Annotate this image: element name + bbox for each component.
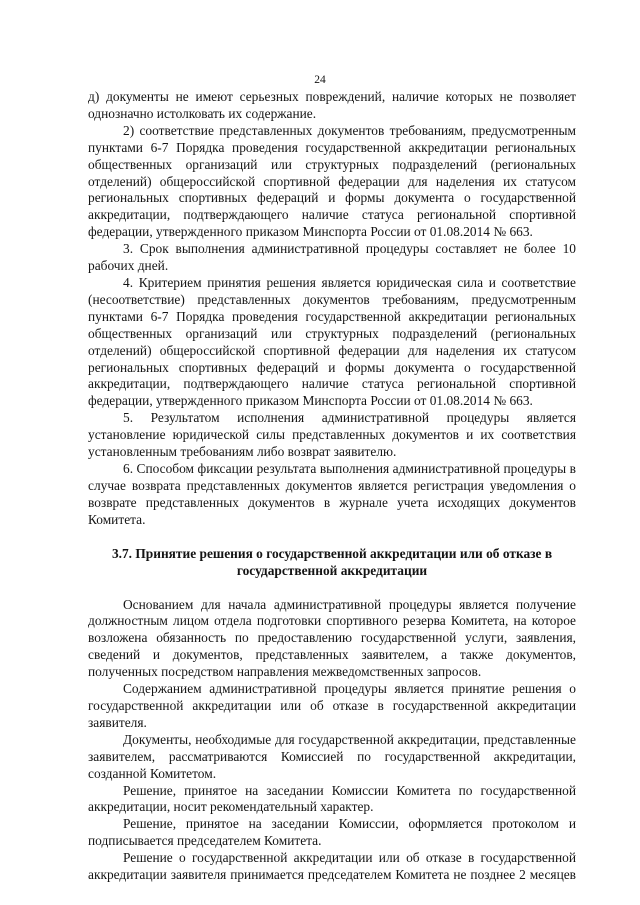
paragraph: 3. Срок выполнения административной процедуры составляет не более 10 рабочих дней.	[88, 241, 576, 274]
paragraph: Решение, принятое на заседании Комиссии Комитета по государственной аккредитации, носит рекомендательный характер.	[88, 782, 576, 815]
page-number: 24	[314, 74, 326, 86]
paragraph: 5. Результатом исполнения административной процедуры является установление юридической силы представленных документов и их соответствия установленным требованиям либо возврат заявителю.	[88, 410, 576, 460]
paragraph: 2) соответствие представленных документов требованиям, предусмотренным пунктами 6-7 Порядка проведения государственной аккредитации региональных общественных организаций или структурных подразделений (региональных отделений) общероссийской спортивной федерации для наделения их статусом региональных спортивных федераций и формы документа о государственной аккредитации, подтверждающего наличие статуса региональной спортивной федерации, утвержденного приказом Минспорта России от 01.08.2014 № 663.	[88, 122, 576, 240]
paragraph: Основанием для начала административной процедуры является получение должностным лицом отдела подготовки спортивного резерва Комитета, на которое возложена обязанность по предоставлению государственной услуги, заявления, сведений и документов, представленных заявителем, а также документов, полученных посредством направления межведомственных запросов.	[88, 596, 576, 680]
paragraph: 4. Критерием принятия решения является юридическая сила и соответствие (несоответствие) представленных документов требованиям, предусмотренным пунктами 6-7 Порядка проведения государственной аккредитации региональных общественных организаций или структурных подразделений (региональных отделений) общероссийской спортивной федерации для наделения их статусом региональных спортивных федераций и формы документа о государственной аккредитации, подтверждающего наличие статуса региональной спортивной федерации, утвержденного приказом Минспорта России от 01.08.2014 № 663.	[88, 274, 576, 409]
paragraph: Документы, необходимые для государственной аккредитации, представленные заявителем, рассматриваются Комиссией по государственной аккредитации, созданной Комитетом.	[88, 731, 576, 781]
paragraph: д) документы не имеют серьезных повреждений, наличие которых не позволяет однозначно истолковать их содержание.	[88, 89, 576, 121]
paragraph: Решение, принятое на заседании Комиссии, оформляется протоколом и подписывается председателем Комитета.	[88, 816, 576, 849]
paragraph: 6. Способом фиксации результата выполнения административной процедуры в случае возврата представленных документов является регистрация уведомления о возврате представленных документов в журнале учета исходящих документов Комитета.	[88, 460, 576, 527]
paragraph: Решение о государственной аккредитации или об отказе в государственной аккредитации заявителя принимается председателем Комитета не позднее 2 месяцев	[88, 850, 576, 883]
paragraphs-before-heading	[88, 89, 576, 529]
paragraph: Содержанием административной процедуры является принятие решения о государственной аккредитации или об отказе в государственной аккредитации заявителя.	[88, 681, 576, 730]
paragraphs-after-heading	[88, 597, 576, 884]
document-body	[88, 89, 576, 884]
section-heading: 3.7. Принятие решения о государственной аккредитации или об отказе в государственной аккредитации	[111, 545, 553, 578]
